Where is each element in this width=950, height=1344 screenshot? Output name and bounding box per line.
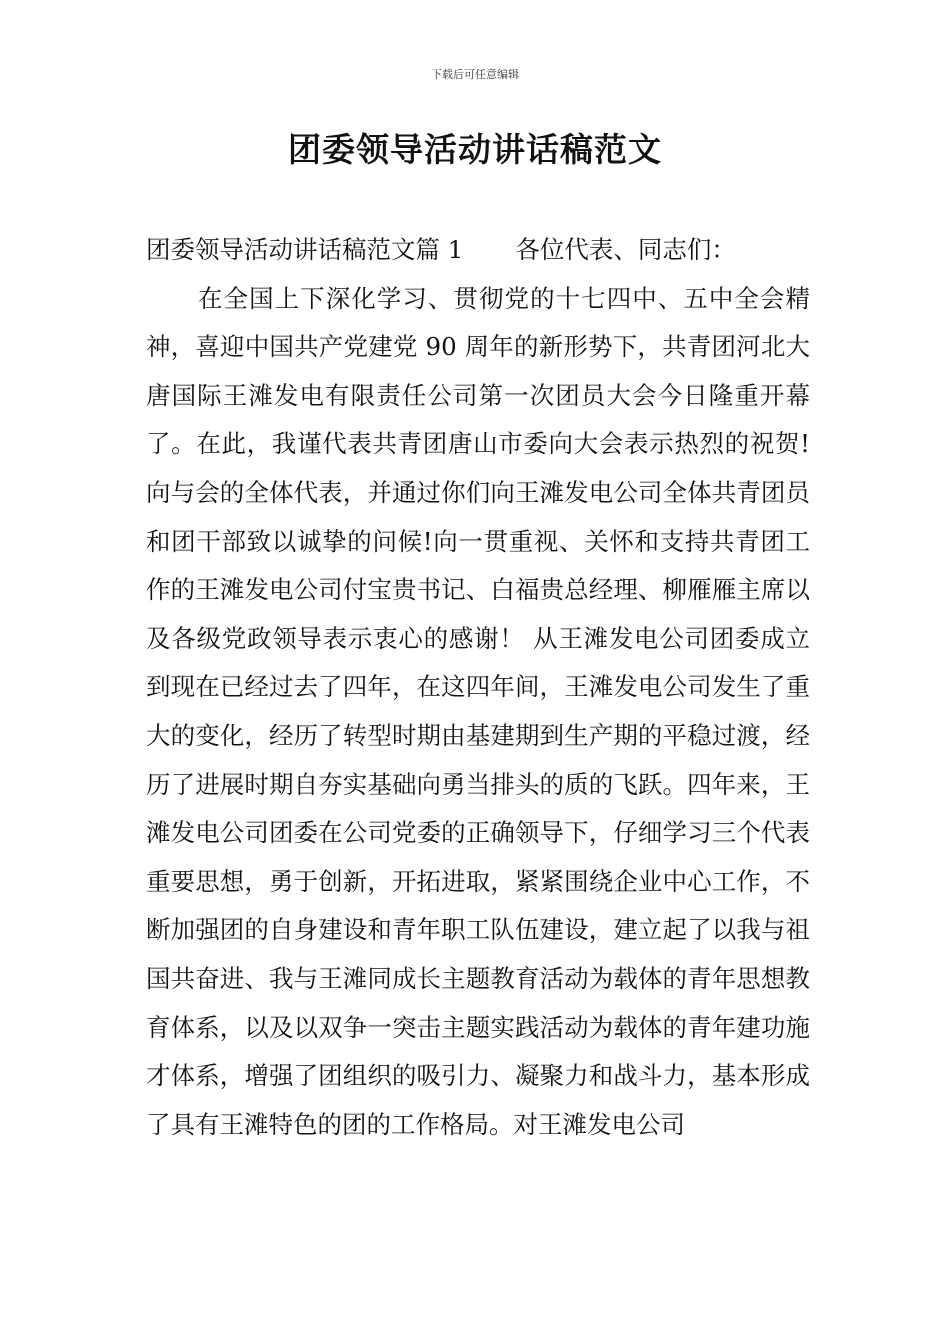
article-opening-line — [146, 226, 810, 275]
document-body — [146, 226, 810, 1149]
body-paragraph: 在全国上下深化学习、贯彻党的十七四中、五中全会精神，喜迎中国共产党建党 90 周年的新形势下，共青团河北大唐国际王滩发电有限责任公司第一次团员大会今日隆重开幕了。在此，我谨代表共青团唐山市委向大会表示热烈的祝贺!向与会的全体代表，并通过你们向王滩发电公司全体共青团员和团干部致以诚挚的问候!向一贯重视、关怀和支持共青团工作的王滩发电公司付宝贵书记、白福贵总经理、柳雁雁主席以及各级党政领导表示衷心的感谢！ 从王滩发电公司团委成立到现在已经过去了四年，在这四年间，王滩发电公司发生了重大的变化，经历了转型时期由基建期到生产期的平稳过渡，经历了进展时期自夯实基础向勇当排头的质的飞跃。四年来，王滩发电公司团委在公司党委的正确领导下，仔细学习三个代表重要思想，勇于创新，开拓进取，紧紧围绕企业中心工作，不断加强团的自身建设和青年职工队伍建设，建立起了以我与祖国共奋进、我与王滩同成长主题教育活动为载体的青年思想教育体系，以及以双争一突击主题实践活动为载体的青年建功施才体系，增强了团组织的吸引力、凝聚力和战斗力，基本形成了具有王滩特色的团的工作格局。对王滩发电公司 — [146, 283, 810, 1139]
header-note: 下载后可任意编辑 — [431, 68, 519, 81]
article-heading: 团委领导活动讲话稿范文篇 1 — [146, 235, 464, 264]
document-title: 团委领导活动讲话稿范文 — [288, 130, 662, 169]
salutation: 各位代表、同志们： — [515, 235, 736, 264]
